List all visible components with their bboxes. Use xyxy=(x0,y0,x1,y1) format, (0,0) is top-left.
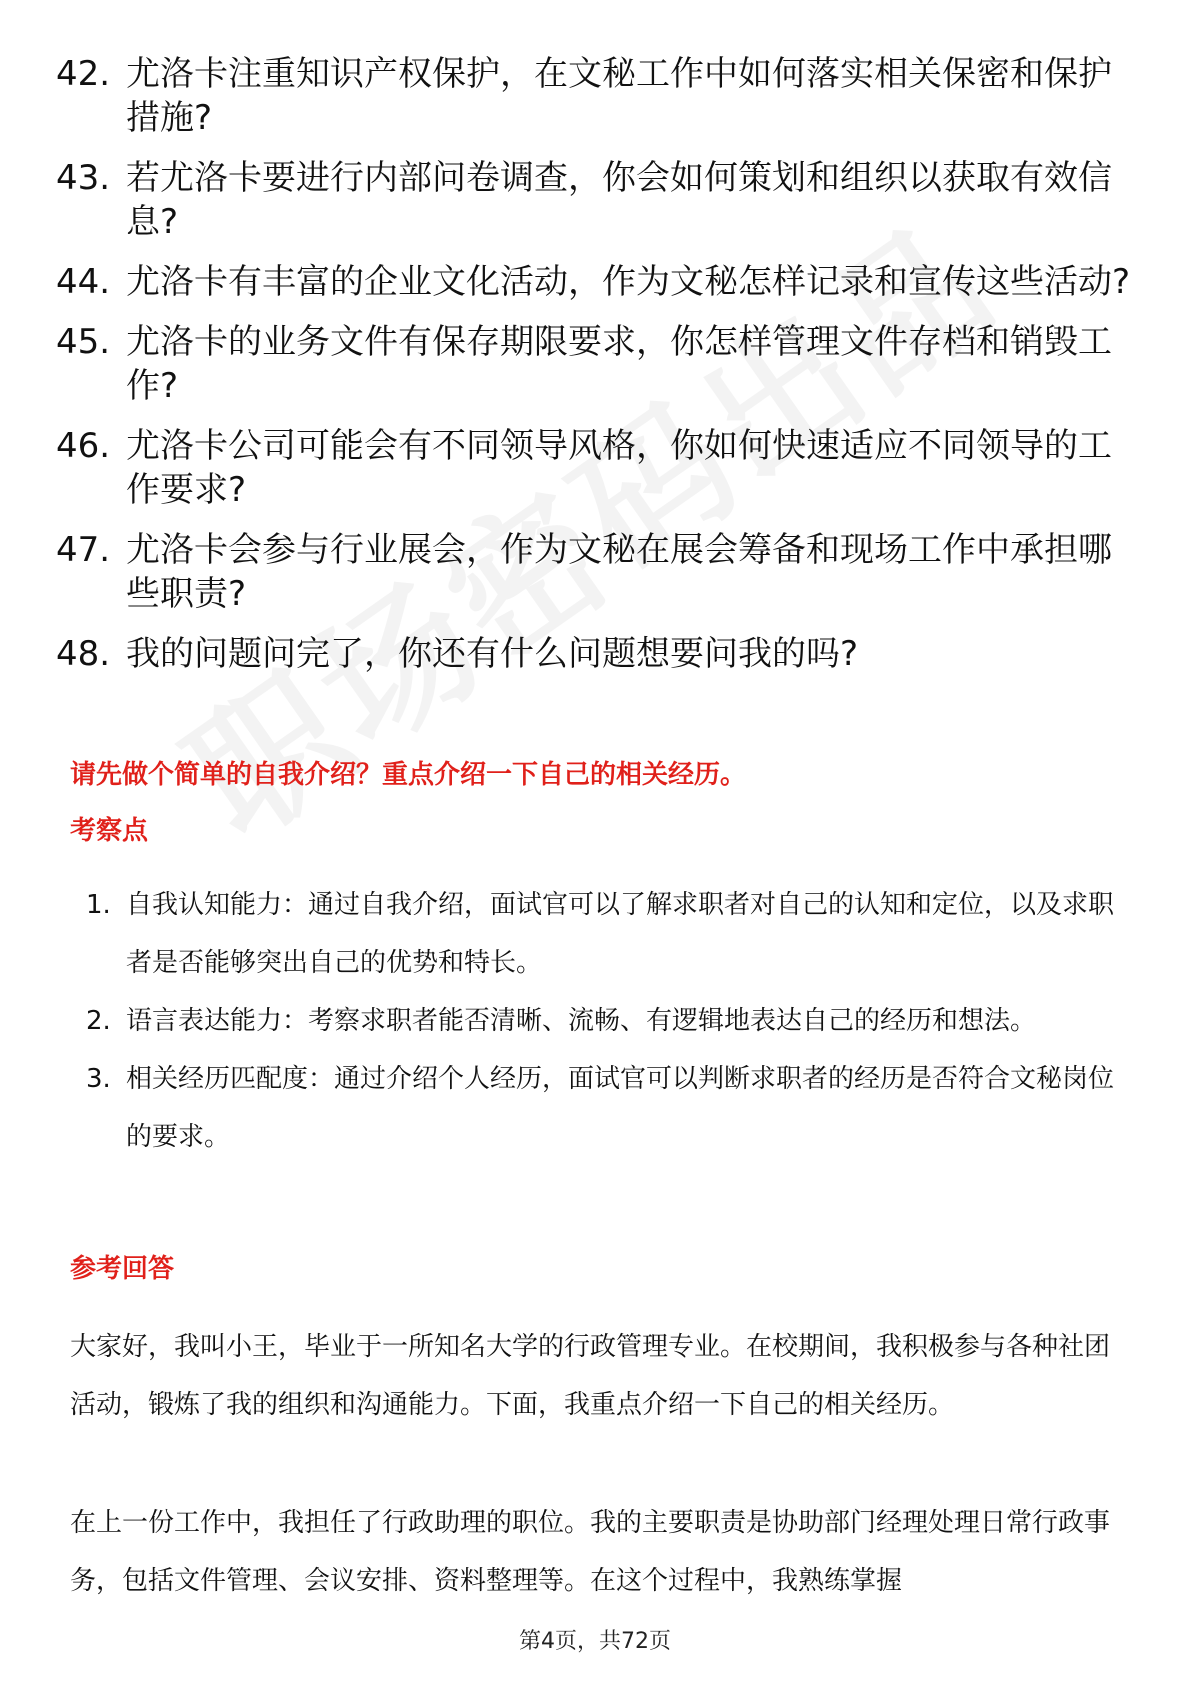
question-number: 46. xyxy=(56,426,111,466)
point-number: 3. xyxy=(86,1064,111,1094)
question-text: 尤洛卡的业务文件有保存期限要求，你怎样管理文件存档和销毁工作? xyxy=(126,322,1112,406)
question-number: 42. xyxy=(56,54,111,94)
question-text: 尤洛卡注重知识产权保护，在文秘工作中如何落实相关保密和保护措施? xyxy=(126,54,1112,138)
list-item xyxy=(70,876,1130,992)
question-title: 请先做个简单的自我介绍？重点介绍一下自己的相关经历。 xyxy=(70,760,747,790)
list-item xyxy=(56,156,1136,244)
list-item xyxy=(56,260,1136,304)
point-text: 自我认知能力：通过自我介绍，面试官可以了解求职者对自己的认知和定位，以及求职者是否能够突出自己的优势和特长。 xyxy=(126,890,1115,978)
list-item xyxy=(56,52,1136,140)
question-text: 尤洛卡公司可能会有不同领导风格，你如何快速适应不同领导的工作要求? xyxy=(126,426,1112,510)
list-item xyxy=(70,992,1130,1050)
answer-paragraph: 在上一份工作中，我担任了行政助理的职位。我的主要职责是协助部门经理处理日常行政事务，包括文件管理、会议安排、资料整理等。在这个过程中，我熟练掌握 xyxy=(70,1508,1111,1596)
point-text: 相关经历匹配度：通过介绍个人经历，面试官可以判断求职者的经历是否符合文秘岗位的要求。 xyxy=(126,1064,1115,1152)
list-item xyxy=(56,632,1136,676)
question-number: 48. xyxy=(56,634,111,674)
list-item xyxy=(56,320,1136,408)
points-heading: 考察点 xyxy=(70,816,149,846)
question-text: 尤洛卡会参与行业展会，作为文秘在展会筹备和现场工作中承担哪些职责? xyxy=(126,530,1112,614)
page-number: 第4页，共72页 xyxy=(519,1629,671,1654)
question-number: 44. xyxy=(56,262,111,302)
point-number: 2. xyxy=(86,1006,111,1036)
question-list xyxy=(56,52,1136,692)
question-number: 43. xyxy=(56,158,111,198)
question-text: 我的问题问完了，你还有什么问题想要问我的吗? xyxy=(126,634,859,674)
list-item xyxy=(56,528,1136,616)
list-item xyxy=(56,424,1136,512)
question-text: 若尤洛卡要进行内部问卷调查，你会如何策划和组织以获取有效信息? xyxy=(126,158,1112,242)
points-list xyxy=(70,876,1130,1166)
question-number: 47. xyxy=(56,530,111,570)
point-text: 语言表达能力：考察求职者能否清晰、流畅、有逻辑地表达自己的经历和想法。 xyxy=(126,1006,1037,1036)
list-item xyxy=(70,1050,1130,1166)
answer-paragraph: 大家好，我叫小王，毕业于一所知名大学的行政管理专业。在校期间，我积极参与各种社团活动，锻炼了我的组织和沟通能力。下面，我重点介绍一下自己的相关经历。 xyxy=(70,1332,1111,1420)
answer-heading: 参考回答 xyxy=(70,1254,175,1284)
question-text: 尤洛卡有丰富的企业文化活动，作为文秘怎样记录和宣传这些活动? xyxy=(126,262,1131,302)
point-number: 1. xyxy=(86,890,111,920)
question-number: 45. xyxy=(56,322,111,362)
